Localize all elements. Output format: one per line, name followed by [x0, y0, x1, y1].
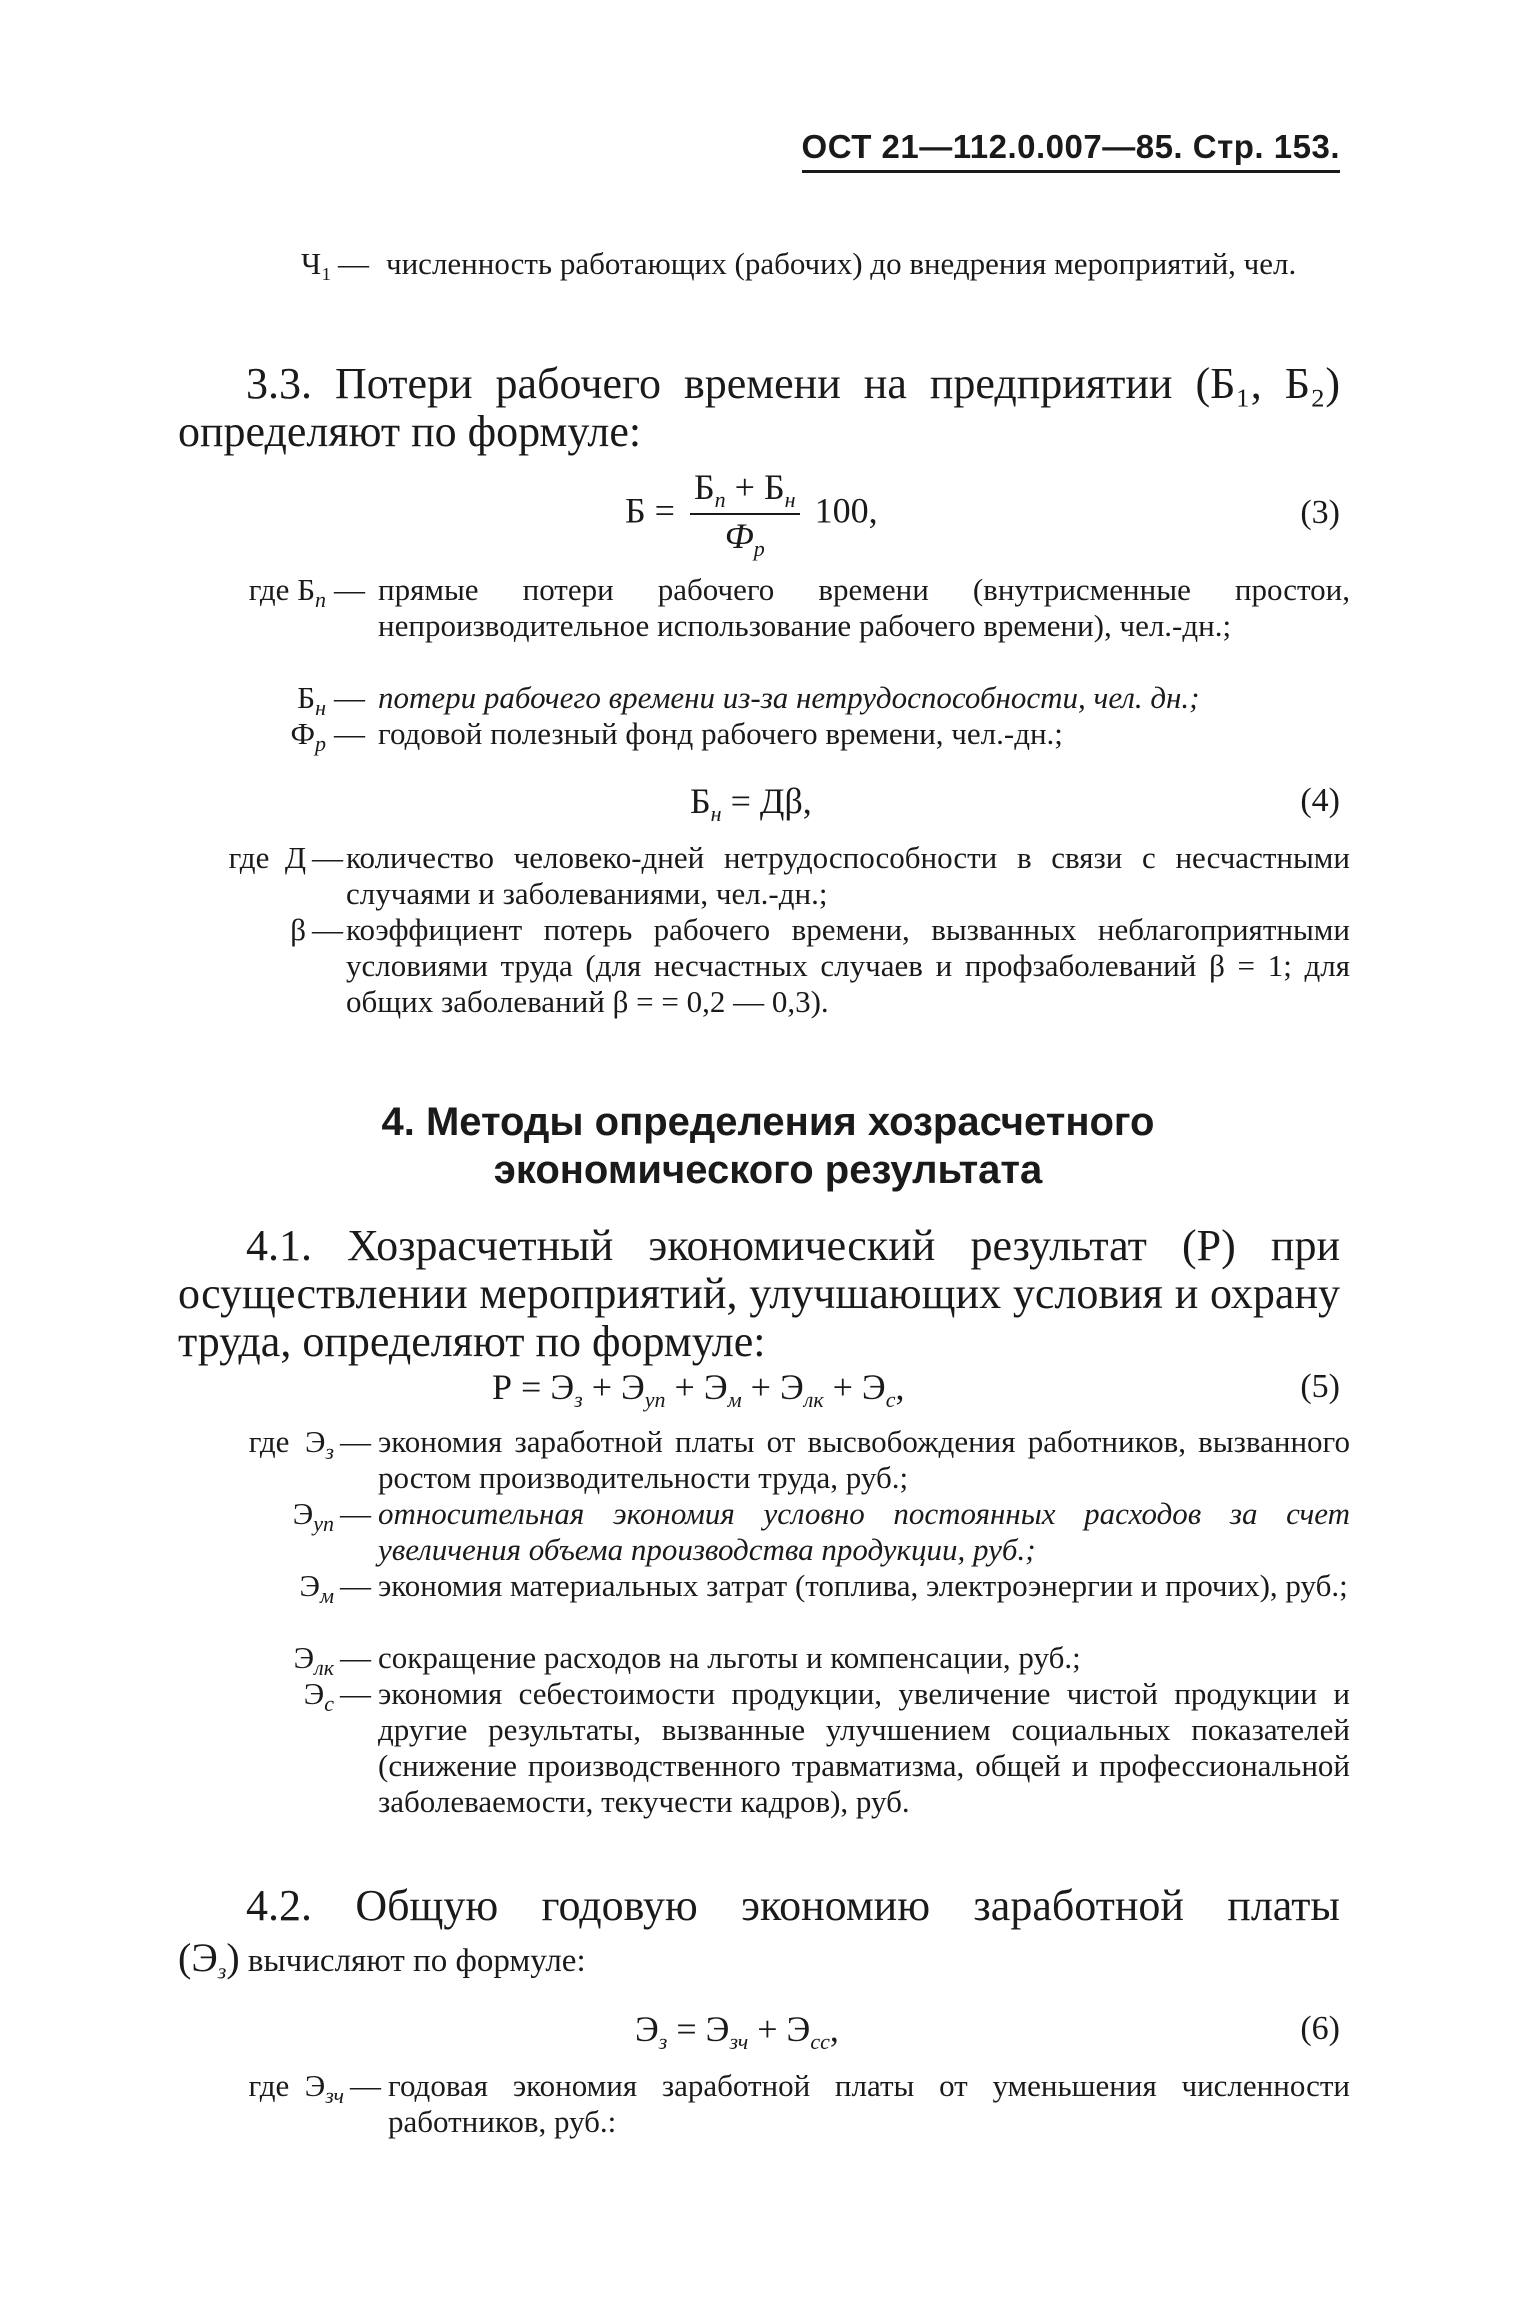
- def-dash: —: [350, 2068, 381, 2103]
- def-dash: —: [312, 840, 343, 875]
- def-dash: —: [334, 716, 365, 751]
- def-symbol: $Б_н$: [297, 680, 326, 721]
- def-text: сокращение расходов на льготы и компенсации, руб.;: [378, 1640, 1081, 1675]
- paragraph-4-2-line1: 4.2. Общую годовую экономию заработной платы: [246, 1881, 1340, 1930]
- def-dash: —: [340, 1496, 371, 1531]
- def-text: экономия материальных затрат (топлива, электроэнергии и прочих), руб.;: [378, 1568, 1348, 1603]
- def-dash: —: [340, 1568, 371, 1603]
- def-dash: —: [340, 1676, 371, 1711]
- def-text: прямые потери рабочего времени (внутрисменные простои, непроизводительное использование рабочего времени), чел.-дн.;: [378, 572, 1350, 643]
- formula-4: $Б_н = Д\beta$,: [690, 781, 812, 827]
- formula-6: $Э_з = Э_{зч} + Э_{сс}$,: [635, 2009, 839, 2055]
- def-text: коэффициент потерь рабочего времени, вызванных неблагоприятными условиями труда (для несчастных случаев и профзаболеваний β = 1; для общих заболеваний β = = 0,2 — 0,3).: [346, 912, 1350, 1019]
- def-text: годовой полезный фонд рабочего времени, чел.-дн.;: [378, 716, 1063, 751]
- formula-5: $Р = Э_з + Э_{уп} + Э_м + Э_{лк} + Э_с$,: [492, 1367, 905, 1413]
- def-symbol: $Э_с$: [303, 1676, 334, 1717]
- def-symbol: $Э_{уп}$: [292, 1496, 334, 1537]
- def-dash: —: [340, 1640, 371, 1675]
- def-symbol: где Д: [228, 840, 306, 875]
- def-text: годовая экономия заработной платы от уменьшения численности работников, руб.:: [388, 2068, 1350, 2139]
- def-text: количество человеко-дней нетрудоспособности в связи с несчастными случаями и заболеваниями, чел.-дн.;: [346, 840, 1350, 911]
- def-symbol: $Ф_р$: [290, 716, 326, 757]
- equation-number-3: (3): [1300, 494, 1340, 531]
- paragraph-3-3: 3.3. Потери рабочего времени на предприятии (Б₁, Б₂) определяют по формуле:: [178, 359, 1340, 456]
- def-text: численность работающих (рабочих) до внедрения мероприятий, чел.: [386, 246, 1297, 281]
- paragraph-4-1: 4.1. Хозрасчетный экономический результат (Р) при осуществлении мероприятий, улучшающих условия и охрану труда, определяют по формуле:: [178, 1221, 1340, 1366]
- def-dash: —: [334, 572, 365, 607]
- def-symbol: β: [290, 912, 306, 947]
- section-heading: 4. Методы определения хозрасчетного экономического результата: [381, 1100, 1155, 1192]
- def-dash: —: [340, 1424, 371, 1459]
- paragraph-4-2-line2: $(Э_з)$ вычисляют по формуле:: [178, 1935, 586, 1984]
- def-symbol: $Э_{лк}$: [293, 1640, 334, 1681]
- def-text: потери рабочего времени из-за нетрудоспособности, чел. дн.;: [378, 680, 1200, 715]
- def-dash: —: [312, 912, 343, 947]
- def-dash: —: [334, 680, 365, 715]
- def-text: экономия заработной платы от высвобождения работников, вызванного ростом производительности труда, руб.;: [378, 1424, 1350, 1495]
- def-symbol: Ч₁: [301, 246, 332, 281]
- def-symbol: где $Э_з$: [248, 1424, 334, 1465]
- def-dash: —: [338, 246, 369, 281]
- def-symbol: $Э_м$: [299, 1568, 334, 1609]
- def-symbol: где $Б_п$: [248, 572, 326, 613]
- equation-number-4: (4): [1300, 782, 1340, 819]
- def-text: экономия себестоимости продукции, увеличение чистой продукции и другие результаты, вызванные улучшением социальных показателей (снижение производственного травматизма, общей и профессиональной заболеваемости, текучести кадров), руб.: [378, 1676, 1350, 1819]
- def-text: относительная экономия условно постоянных расходов за счет увеличения объема производства продукции, руб.;: [378, 1496, 1350, 1567]
- formula-3: Б = $\frac{Б_п + Б_н}{Ф_р}$ 100,: [625, 467, 878, 562]
- def-symbol: где $Э_{зч}$: [248, 2068, 344, 2109]
- equation-number-6: (6): [1300, 2010, 1340, 2047]
- page-header: ОСТ 21—112.0.007—85. Стр. 153.: [802, 128, 1340, 173]
- equation-number-5: (5): [1300, 1368, 1340, 1405]
